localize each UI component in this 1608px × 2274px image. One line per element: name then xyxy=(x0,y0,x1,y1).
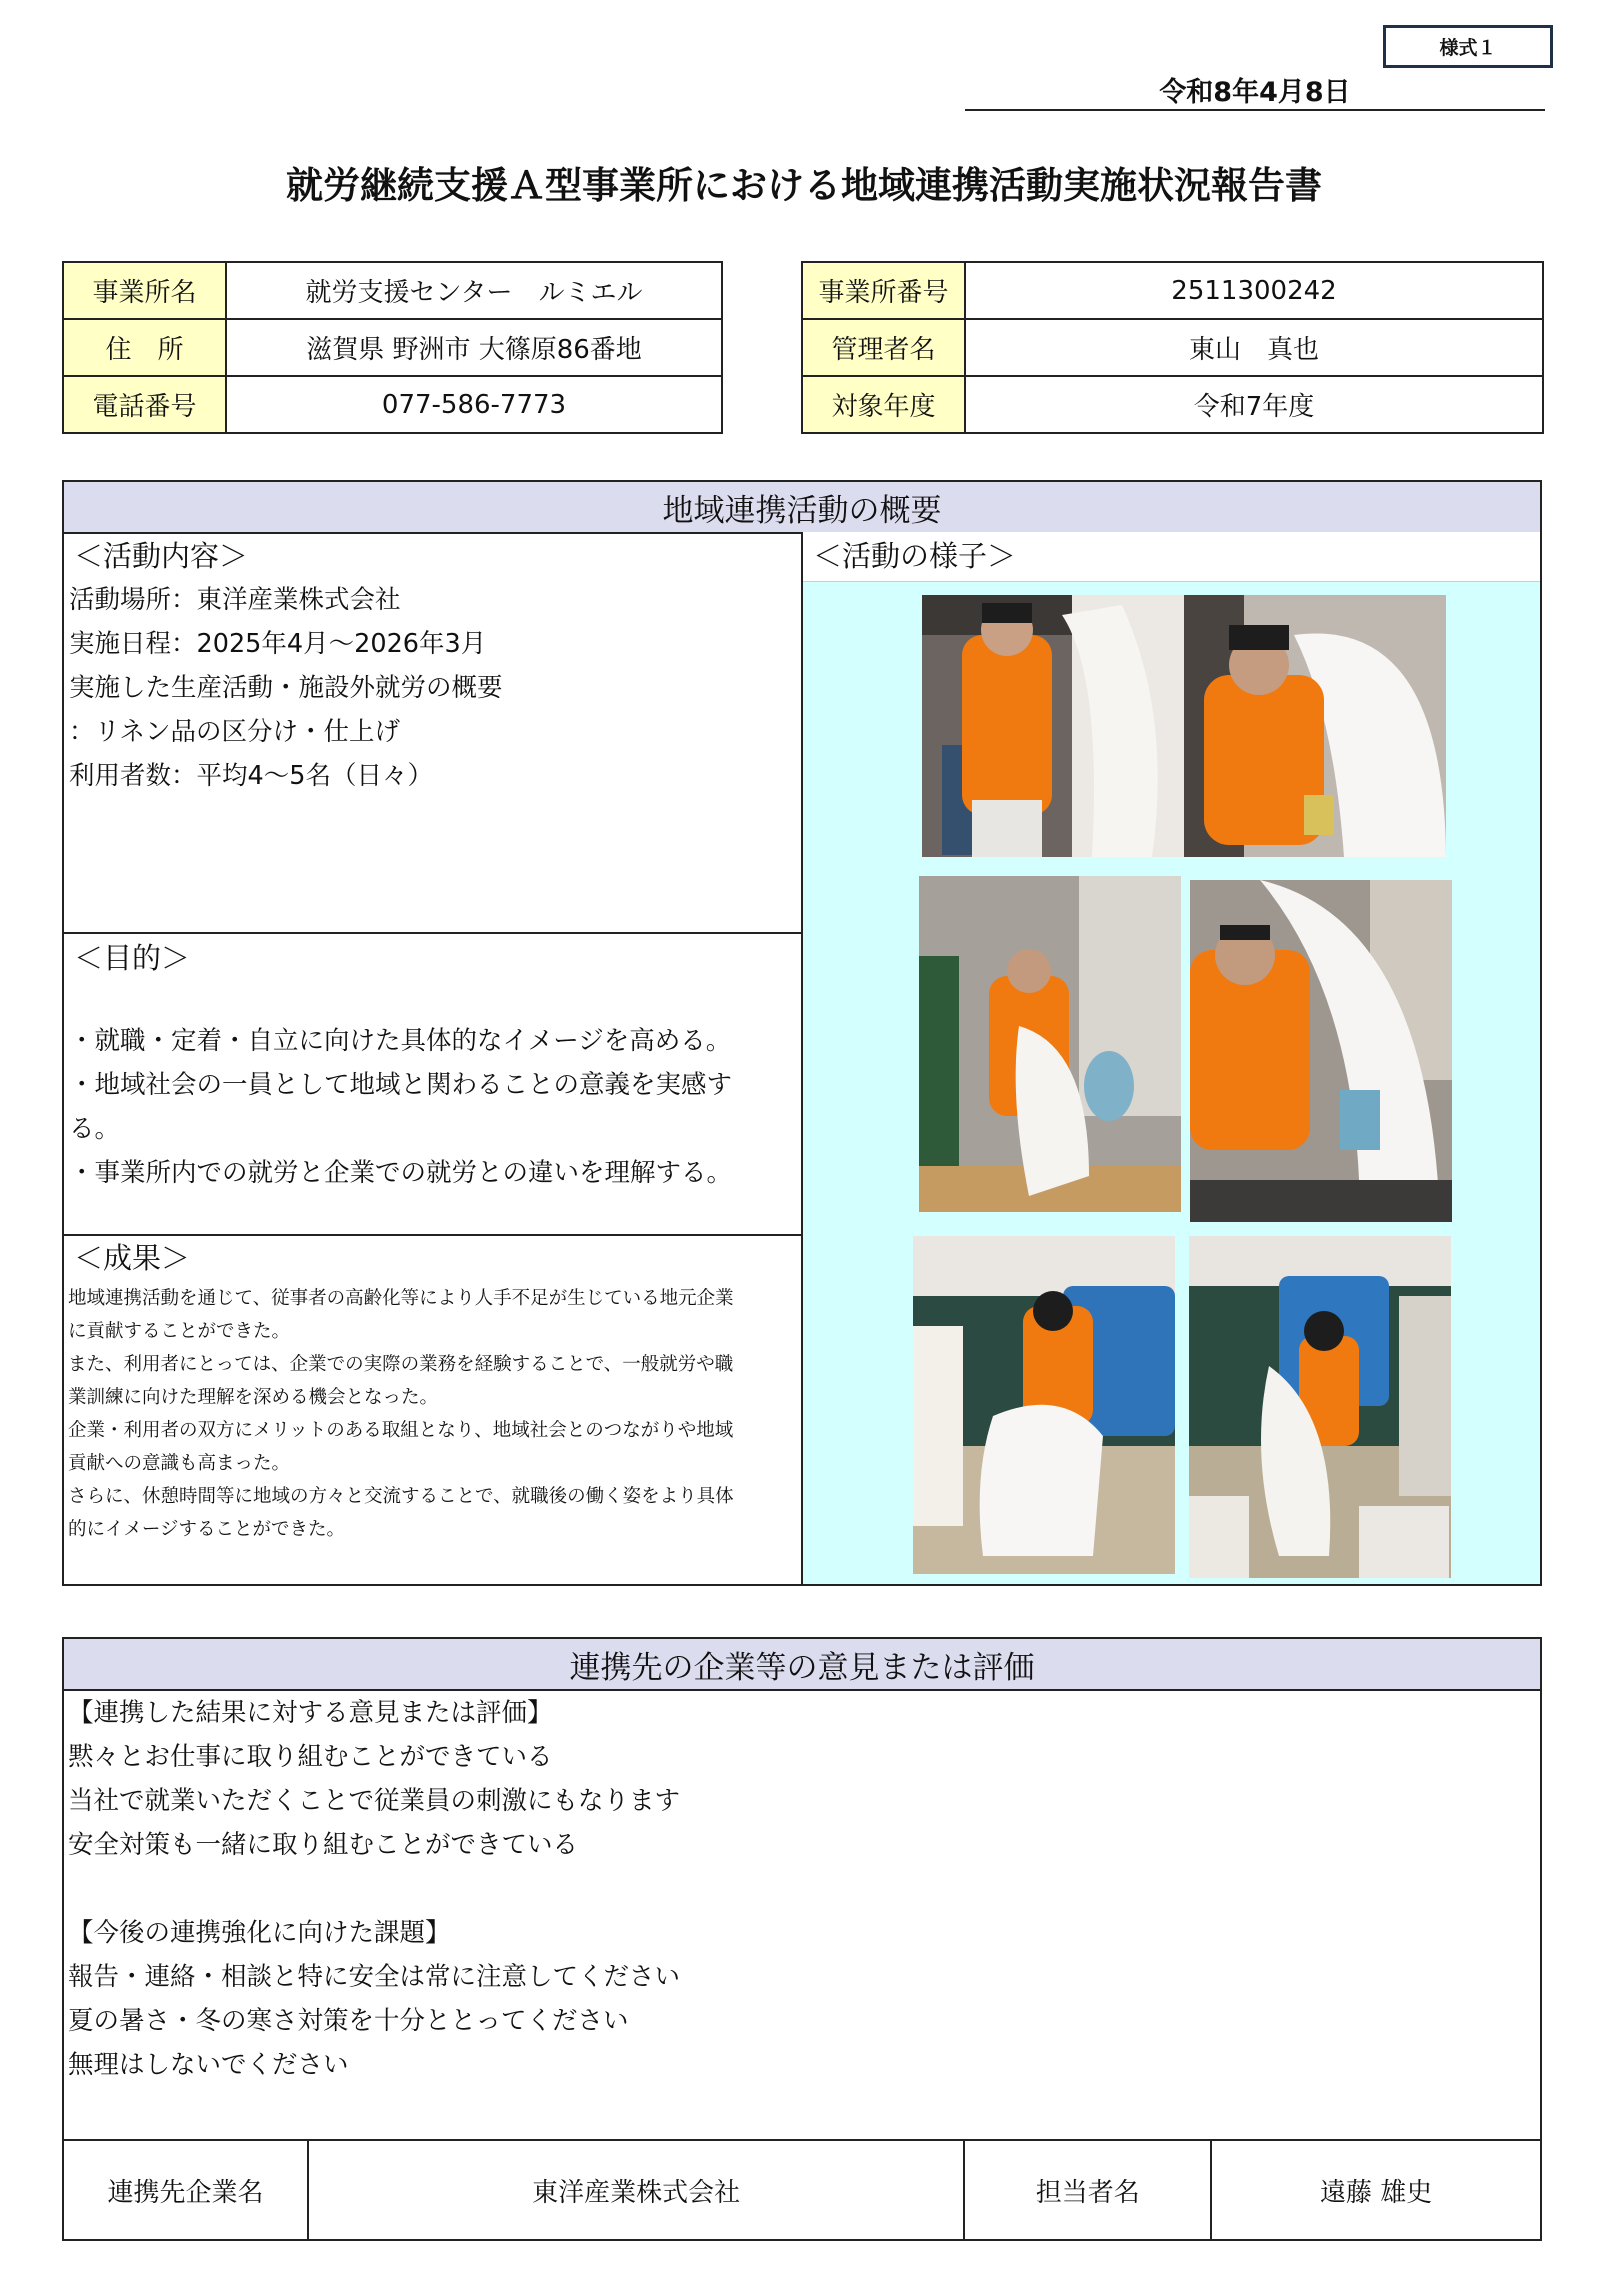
partner-company-label: 連携先企業名 xyxy=(63,2140,308,2240)
activity-photo xyxy=(922,595,1184,857)
info-value: 東山 真也 xyxy=(965,319,1543,376)
evaluation-header: 連携先の企業等の意見または評価 xyxy=(64,1639,1540,1691)
info-label: 事業所番号 xyxy=(802,262,965,319)
overview-left-column xyxy=(64,532,803,1584)
purpose-heading: ＜目的＞ xyxy=(74,941,191,975)
partner-row xyxy=(63,2140,1541,2240)
partner-contact-label: 担当者名 xyxy=(964,2140,1211,2240)
results-text: 地域連携活動を通じて、従事者の高齢化等により人手不足が生じている地元企業 に貢献することができた。 また、利用者にとっては、企業での実際の業務を経験することで、一般就労や職 業訓練に向けた理解を深める機会となった。 企業・利用者の双方にメリットのある取組となり、地域社会とのつながりや地域 貢献への意識も高まった。 さらに、休憩時間等に地域の方々と交流することで、就職後の働く姿をより具体 的にイメージすることができた。 xyxy=(68,1288,734,1540)
overview-header: 地域連携活動の概要 xyxy=(64,482,1540,534)
activity-photo xyxy=(1184,595,1446,857)
activity-text: 活動場所：東洋産業株式会社 実施日程：2025年4月～2026年3月 実施した生産活動・施設外就労の概要 ：リネン品の区分け・仕上げ 利用者数：平均4～5名（日々） xyxy=(69,585,503,791)
activity-photo xyxy=(913,1236,1175,1574)
overview-section xyxy=(62,480,1542,1586)
info-label: 事業所名 xyxy=(63,262,226,319)
facility-admin-table xyxy=(801,261,1544,434)
report-date: 令和8年4月8日 xyxy=(1159,77,1351,108)
page-title: 就労継続支援Ａ型事業所における地域連携活動実施状況報告書 xyxy=(286,164,1322,207)
activity-photo xyxy=(1190,880,1452,1222)
info-label: 住 所 xyxy=(63,319,226,376)
info-row-address xyxy=(63,319,722,376)
info-value: 077-586-7773 xyxy=(226,376,722,433)
form-number-box: 様式１ xyxy=(1383,25,1553,68)
info-label: 電話番号 xyxy=(63,376,226,433)
photos-column xyxy=(803,532,1540,1584)
activity-block xyxy=(64,532,801,934)
info-row-phone xyxy=(63,376,722,433)
activity-photo xyxy=(1189,1236,1451,1578)
info-label: 管理者名 xyxy=(802,319,965,376)
photos-heading-row xyxy=(803,532,1540,582)
info-value: 滋賀県 野洲市 大篠原86番地 xyxy=(226,319,722,376)
partner-contact-value: 遠藤 雄史 xyxy=(1211,2140,1541,2240)
activity-heading: ＜活動内容＞ xyxy=(74,539,249,573)
date-underline xyxy=(965,109,1545,111)
info-row-number xyxy=(802,262,1543,319)
partner-table xyxy=(62,2139,1542,2241)
activity-photo xyxy=(919,876,1181,1212)
results-heading: ＜成果＞ xyxy=(74,1241,191,1275)
info-row-name xyxy=(63,262,722,319)
info-row-year xyxy=(802,376,1543,433)
info-value: 就労支援センター ルミエル xyxy=(226,262,722,319)
info-value: 2511300242 xyxy=(965,262,1543,319)
info-row-manager xyxy=(802,319,1543,376)
results-block xyxy=(64,1236,801,1582)
info-label: 対象年度 xyxy=(802,376,965,433)
facility-info-table xyxy=(62,261,723,434)
purpose-block xyxy=(64,934,801,1236)
evaluation-text: 【連携した結果に対する意見または評価】 黙々とお仕事に取り組むことができている 当社で就業いただくことで従業員の刺激にもなります 安全対策も一緒に取り組むことができている 【今後の連携強化に向けた課題】 報告・連絡・相談と特に安全は常に注意してください 夏の暑さ・冬の寒さ対策を十分ととってください 無理はしないでください xyxy=(68,1698,681,2080)
info-value: 令和7年度 xyxy=(965,376,1543,433)
partner-company-value: 東洋産業株式会社 xyxy=(308,2140,964,2240)
purpose-text: ・就職・定着・自立に向けた具体的なイメージを高める。 ・地域社会の一員として地域と関わることの意義を実感す る。 ・事業所内での就労と企業での就労との違いを理解する。 xyxy=(69,1026,733,1188)
photos-panel xyxy=(803,582,1540,1584)
photos-heading: ＜活動の様子＞ xyxy=(813,539,1017,573)
